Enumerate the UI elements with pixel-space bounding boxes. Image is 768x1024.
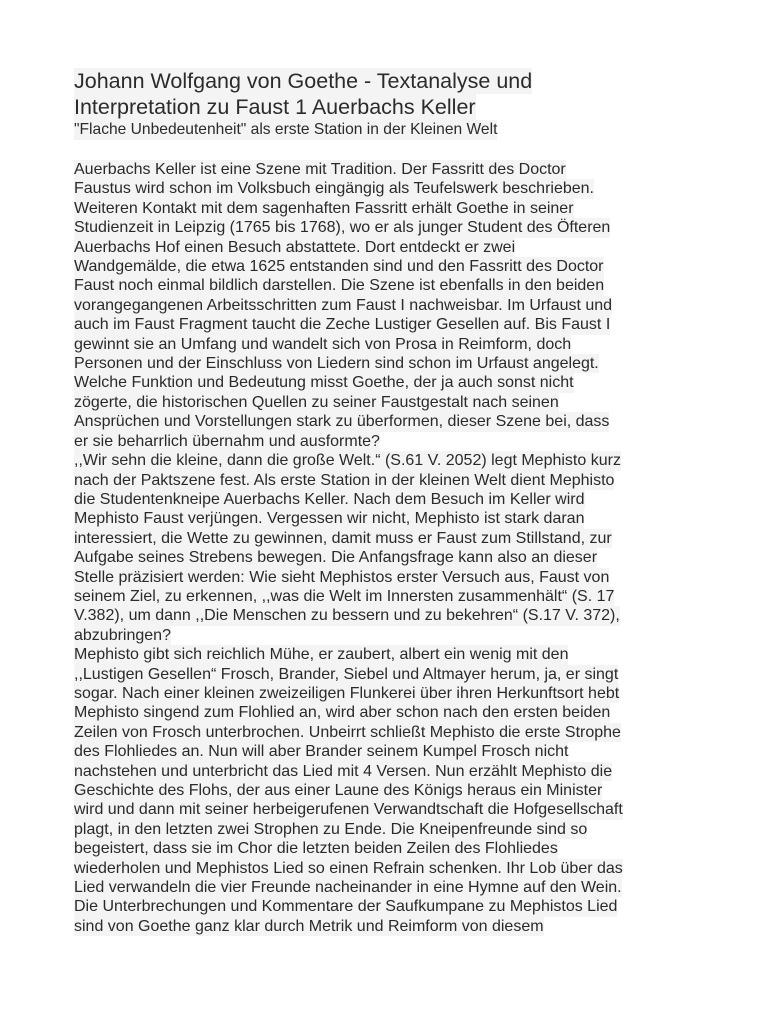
body-line: nach der Paktszene fest. Als erste Station in der kleinen Welt dient Mephisto [74, 471, 615, 489]
body-line: ,,Lustigen Gesellen“ Frosch, Brander, Siebel und Altmayer herum, ja, er singt [74, 665, 619, 683]
body-line: ,,Wir sehn die kleine, dann die große Welt.“ (S.61 V. 2052) legt Mephisto kurz [74, 452, 621, 470]
body-line: zögerte, die historischen Quellen zu seiner Faustgestalt nach seinen [74, 393, 559, 411]
title-line: Interpretation zu Faust 1 Auerbachs Keller [74, 95, 476, 119]
document-subtitle [74, 120, 714, 140]
body-line: plagt, in den letzten zwei Strophen zu Ende. Die Kneipenfreunde sind so [74, 820, 588, 838]
body-line: Faust noch einmal bildlich darstellen. Die Szene ist ebenfalls in den beiden [74, 277, 605, 295]
body-line: sogar. Nach einer kleinen zweizeiligen Flunkerei über ihren Herkunftsort hebt [74, 684, 620, 702]
body-line: er sie beharrlich übernahm und ausformte? [74, 432, 380, 450]
body-line: Stelle präzisiert werden: Wie sieht Mephistos erster Versuch aus, Faust von [74, 568, 610, 586]
body-line: Faustus wird schon im Volksbuch eingängig als Teufelswerk beschrieben. [74, 180, 594, 198]
body-line: Ansprüchen und Vorstellungen stark zu überformen, dieser Szene bei, dass [74, 413, 610, 431]
body-line: Aufgabe seines Strebens bewegen. Die Anfangsfrage kann also an dieser [74, 549, 598, 567]
body-line: auch im Faust Fragment taucht die Zeche Lustiger Gesellen auf. Bis Faust I [74, 316, 611, 334]
body-line: sind von Goethe ganz klar durch Metrik und Reimform von diesem [74, 917, 544, 935]
body-line: gewinnt sie an Umfang und wandelt sich von Prosa in Reimform, doch [74, 335, 572, 353]
document-body [74, 160, 714, 936]
body-line: interessiert, die Wette zu gewinnen, damit muss er Faust zum Stillstand, zur [74, 529, 612, 547]
body-line: Mephisto singend zum Flohlied an, wird aber schon nach den ersten beiden [74, 704, 611, 722]
body-line: Welche Funktion und Bedeutung misst Goethe, der ja auch sonst nicht [74, 374, 574, 392]
body-line: Auerbachs Keller ist eine Szene mit Tradition. Der Fassritt des Doctor [74, 161, 566, 178]
body-line: Die Unterbrechungen und Kommentare der Saufkumpane zu Mephistos Lied [74, 898, 618, 916]
body-line: des Flohliedes an. Nun will aber Brander seinem Kumpel Frosch nicht [74, 743, 569, 761]
body-line: begeistert, dass sie im Chor die letzten beiden Zeilen des Flohliedes [74, 840, 558, 858]
body-line: Weiteren Kontakt mit dem sagenhaften Fassritt erhält Goethe in seiner [74, 199, 574, 217]
body-line: abzubringen? [74, 626, 171, 644]
body-line: vorangegangenen Arbeitsschritten zum Faust I nachweisbar. Im Urfaust und [74, 296, 613, 314]
body-line: Personen und der Einschluss von Liedern sind schon im Urfaust angelegt. [74, 355, 599, 373]
body-line: Auerbachs Hof einen Besuch abstattete. Dort entdeckt er zwei [74, 238, 516, 256]
body-line: Zeilen von Frosch unterbrochen. Unbeirrt schließt Mephisto die erste Strophe [74, 723, 621, 741]
document-page [74, 68, 714, 936]
body-line: Mephisto Faust verjüngen. Vergessen wir nicht, Mephisto ist stark daran [74, 510, 585, 528]
spacer [74, 140, 714, 160]
body-line: die Studentenkneipe Auerbachs Keller. Nach dem Besuch im Keller wird [74, 490, 585, 508]
body-line: Wandgemälde, die etwa 1625 entstanden sind und den Fassritt des Doctor [74, 258, 604, 276]
body-line: V.382), um dann ,,Die Menschen zu bessern und zu bekehren“ (S.17 V. 372), [74, 607, 620, 625]
body-line: Lied verwandeln die vier Freunde nacheinander in eine Hymne auf den Wein. [74, 879, 622, 897]
body-line: seinem Ziel, zu erkennen, ,,was die Welt im Innersten zusammenhält“ (S. 17 [74, 587, 615, 605]
body-line: nachstehen und unterbricht das Lied mit 4 Versen. Nun erzählt Mephisto die [74, 762, 613, 780]
subtitle-line: "Flache Unbedeutenheit" als erste Station in der Kleinen Welt [74, 121, 498, 138]
title-line: Johann Wolfgang von Goethe - Textanalyse und [74, 69, 533, 93]
body-line: Geschichte des Flohs, der aus einer Laune des Königs heraus ein Minister [74, 782, 603, 799]
body-line: wiederholen und Mephistos Lied so einen Refrain schenken. Ihr Lob über das [74, 859, 623, 877]
body-line: Studienzeit in Leipzig (1765 bis 1768), wo er als junger Student des Öfteren [74, 219, 611, 237]
body-line: wird und dann mit seiner herbeigerufenen Verwandtschaft die Hofgesellschaft [74, 801, 623, 819]
document-title [74, 68, 714, 120]
body-line: Mephisto gibt sich reichlich Mühe, er zaubert, albert ein wenig mit den [74, 646, 569, 664]
